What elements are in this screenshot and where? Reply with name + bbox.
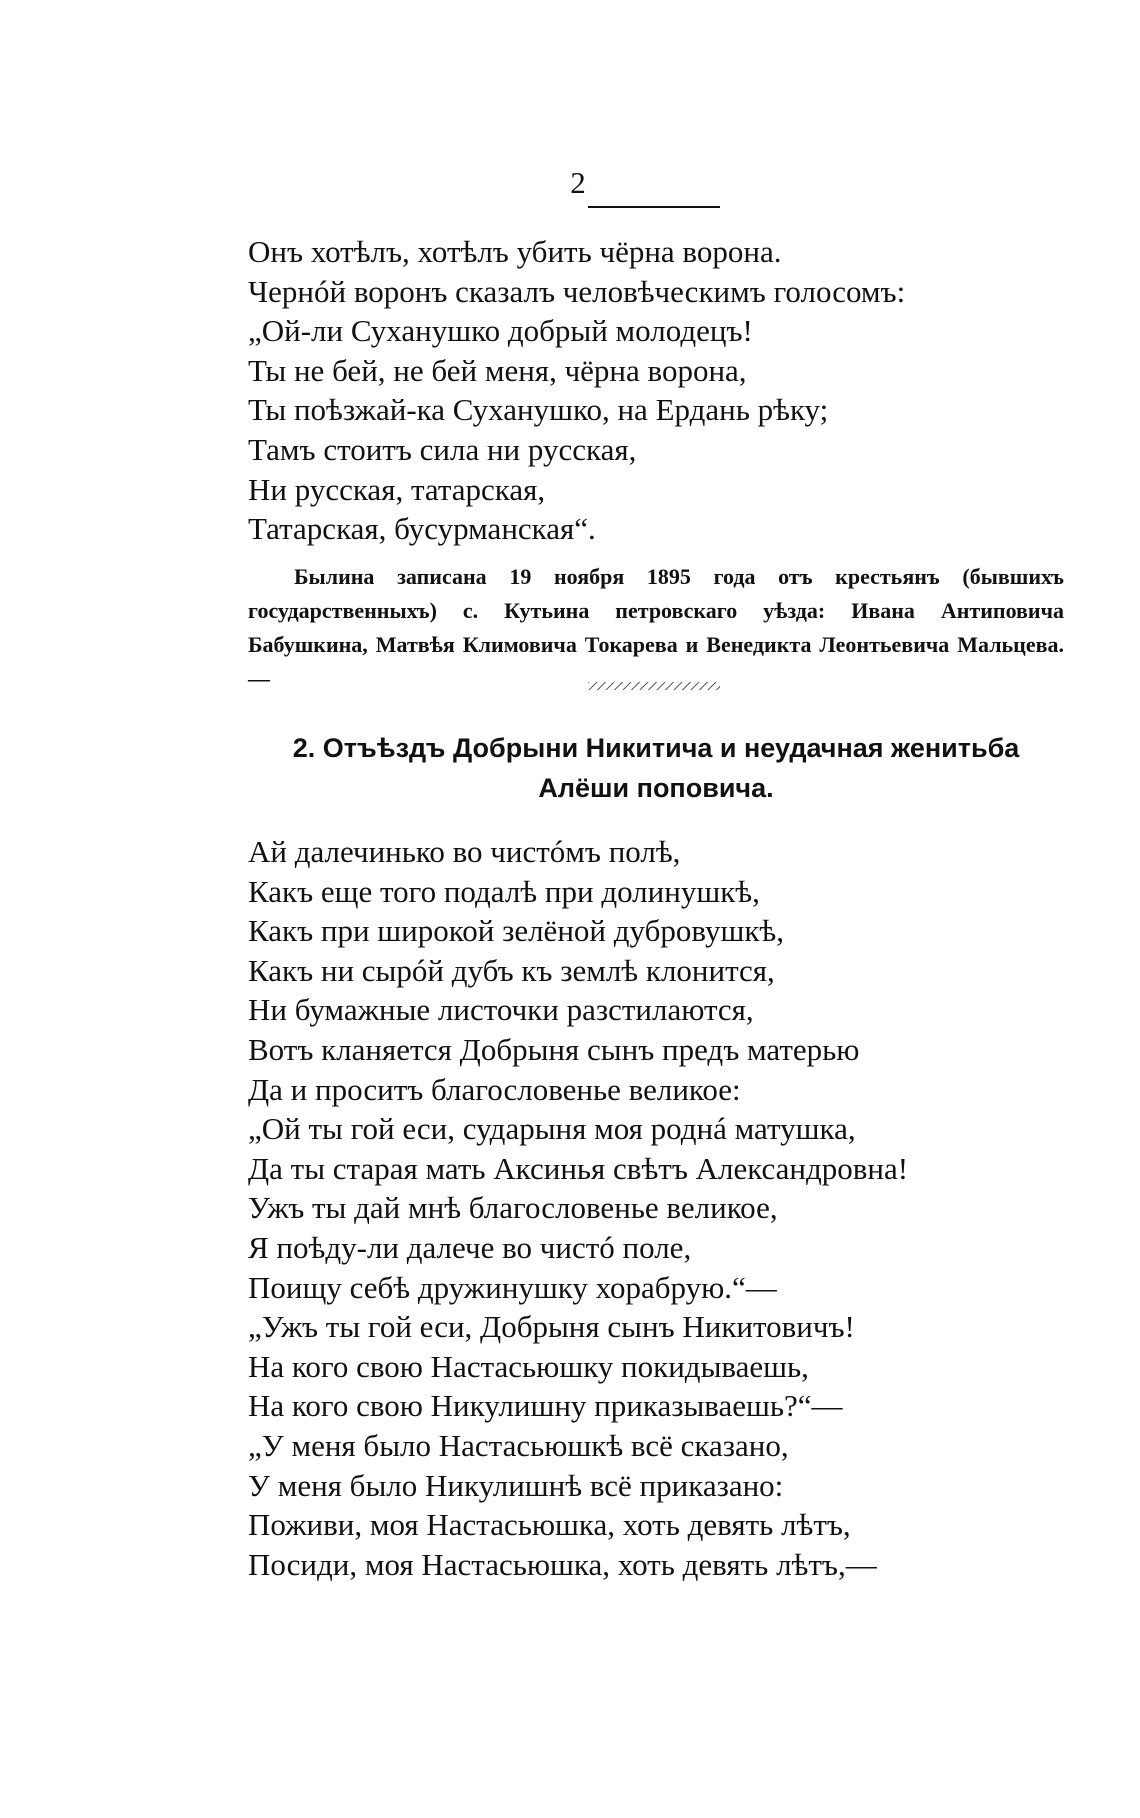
verse-line: Татарская, бусурманская“. (248, 511, 596, 547)
page-number: 2 (570, 165, 586, 200)
verse-line: Ни бумажные листочки разстилаются, (248, 992, 754, 1028)
verse-line: Поживи, моя Настасьюшка, хоть девять лѣтъ, (248, 1507, 851, 1543)
verse-line: Ты поѣзжай-ка Суханушко, на Ердань рѣку; (248, 392, 829, 428)
verse-line: „Ой-ли Суханушко добрый молодецъ! (248, 313, 753, 349)
verse-line: У меня было Никулишнѣ всё приказано: (248, 1467, 784, 1503)
verse-line: Чернóй воронъ сказалъ человѣческимъ голосомъ: (248, 273, 906, 309)
verse-line: „У меня было Настасьюшкѣ всё сказано, (248, 1427, 789, 1463)
verse-line: Поищу себѣ дружинушку хорабрую.“— (248, 1269, 777, 1305)
verse-line: „Ужъ ты гой еси, Добрыня сынъ Никитовичъ! (248, 1309, 855, 1345)
poem-stanza-bottom (248, 832, 908, 1584)
verse-line: Ужъ ты дай мнѣ благословенье великое, (248, 1190, 778, 1226)
poem-stanza-top (248, 232, 905, 549)
verse-line: Ты не бей, не бей меня, чёрна ворона, (248, 352, 747, 388)
verse-line: Посиди, моя Настасьюшка, хоть девять лѣтъ,— (248, 1546, 877, 1582)
recording-note: Былина записана 19 ноября 1895 года отъ крестьянъ (бывшихъ государственныхъ) с. Кутьина петровскаго уѣзда: Ивана Антиповича Бабушкина, Матвѣя Климовича Токарева и Венедикта Леонтьевича Мальцева.— (248, 564, 1064, 691)
verse-line: Я поѣду-ли далече во чистó поле, (248, 1229, 692, 1265)
section-heading-line-1: 2. Отъѣздъ Добрыни Никитича и неудачная женитьба (292, 733, 1020, 763)
verse-line: Да и проситъ благословенье великое: (248, 1071, 741, 1107)
verse-line: „Ой ты гой еси, сударыня моя роднá матушка, (248, 1111, 856, 1147)
verse-line: Какъ еще того подалѣ при долинушкѣ, (248, 873, 760, 909)
verse-line: Да ты старая мать Аксинья свѣтъ Александровна! (248, 1150, 909, 1186)
verse-line: На кого свою Никулишну приказываешь?“— (248, 1388, 843, 1424)
verse-line: Ай далечинько во чистóмъ полѣ, (248, 834, 681, 869)
verse-line: На кого свою Настасьюшку покидываешь, (248, 1348, 809, 1384)
ornamental-divider (588, 682, 720, 690)
verse-line: Какъ ни сырóй дубъ къ землѣ клонится, (248, 952, 775, 988)
verse-line: Ни русская, татарская, (248, 471, 546, 507)
verse-line: Тамъ стоитъ сила ни русская, (248, 431, 637, 467)
verse-line: Онъ хотѣлъ, хотѣлъ убить чёрна ворона. (248, 234, 782, 269)
section-heading-line-2: Алёши поповича. (538, 773, 774, 803)
verse-line: Вотъ кланяется Добрыня сынъ предъ матерью (248, 1031, 860, 1067)
verse-line: Какъ при широкой зелёной дубровушкѣ, (248, 913, 784, 949)
section-heading (248, 728, 1064, 808)
page-number-rule (588, 206, 720, 208)
